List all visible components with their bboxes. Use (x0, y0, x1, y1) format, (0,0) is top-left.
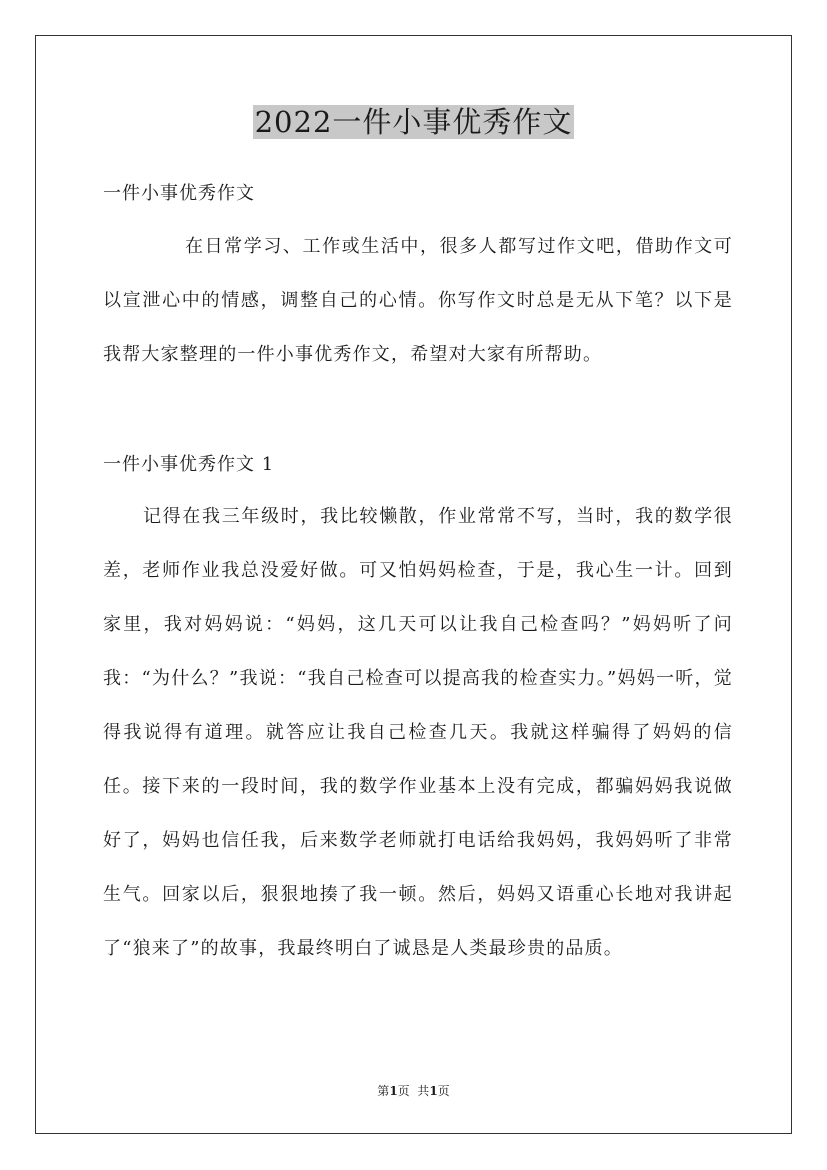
section-heading: 一件小事优秀作文 (103, 183, 255, 204)
essay-heading: 一件小事优秀作文 1 (103, 454, 275, 475)
document-title-text: 2022一件小事优秀作文 (254, 105, 573, 139)
footer-page-prefix: 第 (377, 1084, 390, 1098)
footer-page-mid: 页 共 (397, 1084, 430, 1098)
footer-page-current: 1 (389, 1084, 398, 1098)
footer-page-suffix: 页 (437, 1084, 450, 1098)
essay-paragraph: 记得在我三年级时，我比较懒散，作业常常不写，当时，我的数学很差，老师作业我总没爱好做。可又怕妈妈检查，于是，我心生一计。回到家里，我对妈妈说：“妈妈，这几天可以让我自己检查吗？”妈妈听了问我：“为什么？”我说：“我自己检查可以提高我的检查实力。”妈妈一听，觉得我说得有道理。就答应让我自己检查几天。我就这样骗得了妈妈的信任。接下来的一段时间，我的数学作业基本上没有完成，都骗妈妈我说做好了，妈妈也信任我，后来数学老师就打电话给我妈妈，我妈妈听了非常生气。回家以后，狠狠地揍了我一顿。然后，妈妈又语重心长地对我讲起了“狼来了”的故事，我最终明白了诚恳是人类最珍贵的品质。 (103, 506, 733, 959)
document-title (0, 104, 827, 140)
footer-page-total: 1 (429, 1084, 438, 1098)
page-footer (0, 1083, 827, 1099)
intro-paragraph: 在日常学习、工作或生活中，很多人都写过作文吧，借助作文可以宣泄心中的情感，调整自己的心情。你写作文时总是无从下笔？以下是我帮大家整理的一件小事优秀作文，希望对大家有所帮助。 (103, 236, 733, 365)
